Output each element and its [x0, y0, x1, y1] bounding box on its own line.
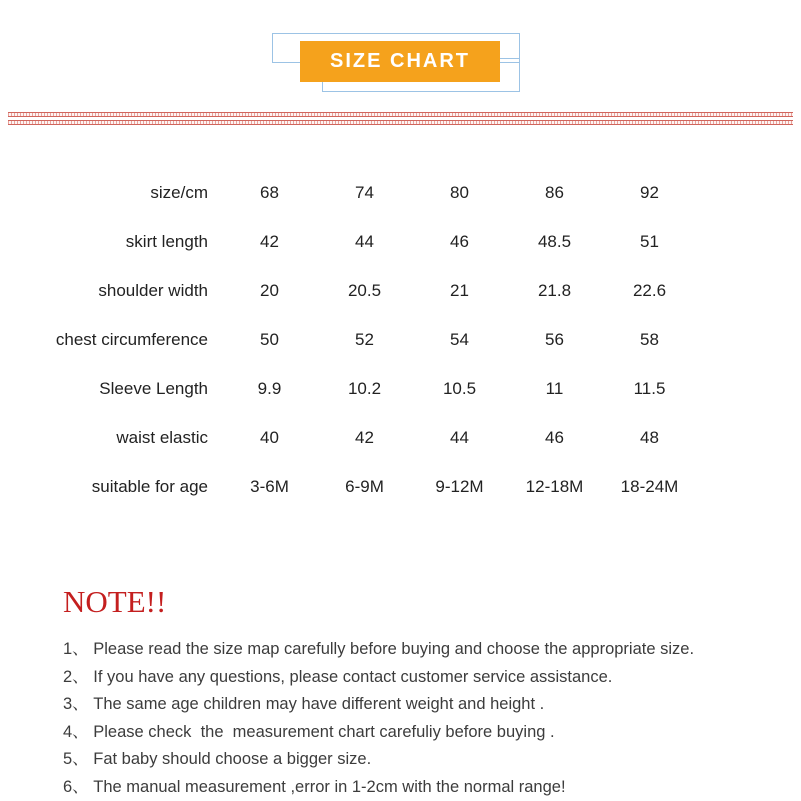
note-item: 3、 The same age children may have different weight and height .	[63, 695, 545, 713]
table-row	[50, 413, 697, 462]
page-title: SIZE CHART	[330, 50, 470, 72]
table-cell: 10.5	[442, 378, 477, 398]
table-row	[50, 364, 697, 413]
row-label: waist elastic	[116, 427, 208, 447]
note-title: NOTE!!	[63, 584, 167, 619]
table-cell: 51	[640, 231, 659, 251]
table-cell: 11	[545, 378, 564, 398]
table-cell: 48	[640, 427, 659, 447]
table-cell: 12-18M	[525, 476, 584, 496]
size-chart-title-box	[300, 41, 500, 82]
table-cell: 46	[450, 231, 469, 251]
table-row	[50, 266, 697, 315]
table-cell: 42	[355, 427, 374, 447]
row-label: suitable for age	[91, 476, 208, 496]
divider-stripe-bottom	[8, 120, 793, 125]
table-cell: 68	[260, 182, 279, 202]
table-cell: 54	[450, 329, 469, 349]
table-cell: 21.8	[537, 280, 572, 300]
note-item: 6、 The manual measurement ,error in 1-2cm with the normal range!	[63, 777, 566, 796]
note-item: 4、 Please check the measurement chart carefuliy before buying .	[63, 722, 555, 741]
row-label: skirt length	[125, 231, 208, 251]
table-cell: 58	[640, 329, 659, 349]
table-cell: 22.6	[632, 280, 667, 300]
row-label: size/cm	[150, 182, 208, 202]
note-item: 5、 Fat baby should choose a bigger size.	[63, 750, 372, 768]
table-row	[50, 462, 697, 511]
table-cell: 10.2	[347, 378, 382, 398]
table-row	[50, 315, 697, 364]
table-cell: 6-9M	[345, 476, 384, 496]
table-cell: 80	[450, 182, 469, 202]
size-chart-header	[0, 0, 801, 110]
divider-stripe-top	[8, 112, 793, 117]
table-cell: 56	[545, 329, 564, 349]
table-cell: 52	[355, 329, 374, 349]
row-label: shoulder width	[98, 280, 208, 300]
table-row	[50, 217, 697, 266]
table-cell: 74	[355, 182, 374, 202]
row-label: chest circumference	[55, 329, 208, 349]
note-item: 2、 If you have any questions, please contact customer service assistance.	[63, 667, 613, 686]
table-cell: 86	[545, 182, 564, 202]
table-cell: 21	[450, 280, 469, 300]
table-cell: 20.5	[347, 280, 382, 300]
striped-divider	[8, 112, 793, 128]
table-cell: 3-6M	[250, 476, 289, 496]
table-cell: 50	[260, 329, 279, 349]
table-cell: 9-12M	[435, 476, 484, 496]
table-cell: 46	[545, 427, 564, 447]
table-cell: 9.9	[257, 378, 282, 398]
table-cell: 11.5	[633, 378, 666, 398]
table-cell: 40	[260, 427, 279, 447]
size-table	[50, 168, 697, 511]
table-cell: 20	[260, 280, 279, 300]
table-cell: 44	[355, 231, 374, 251]
table-cell: 44	[450, 427, 469, 447]
table-cell: 42	[260, 231, 279, 251]
note-item: 1、 Please read the size map carefully before buying and choose the appropriate size.	[63, 640, 695, 658]
table-cell: 18-24M	[620, 476, 679, 496]
table-cell: 92	[640, 182, 659, 202]
table-cell: 48.5	[537, 231, 572, 251]
row-label: Sleeve Length	[99, 378, 208, 398]
table-row	[50, 168, 697, 217]
note-section	[63, 584, 763, 801]
